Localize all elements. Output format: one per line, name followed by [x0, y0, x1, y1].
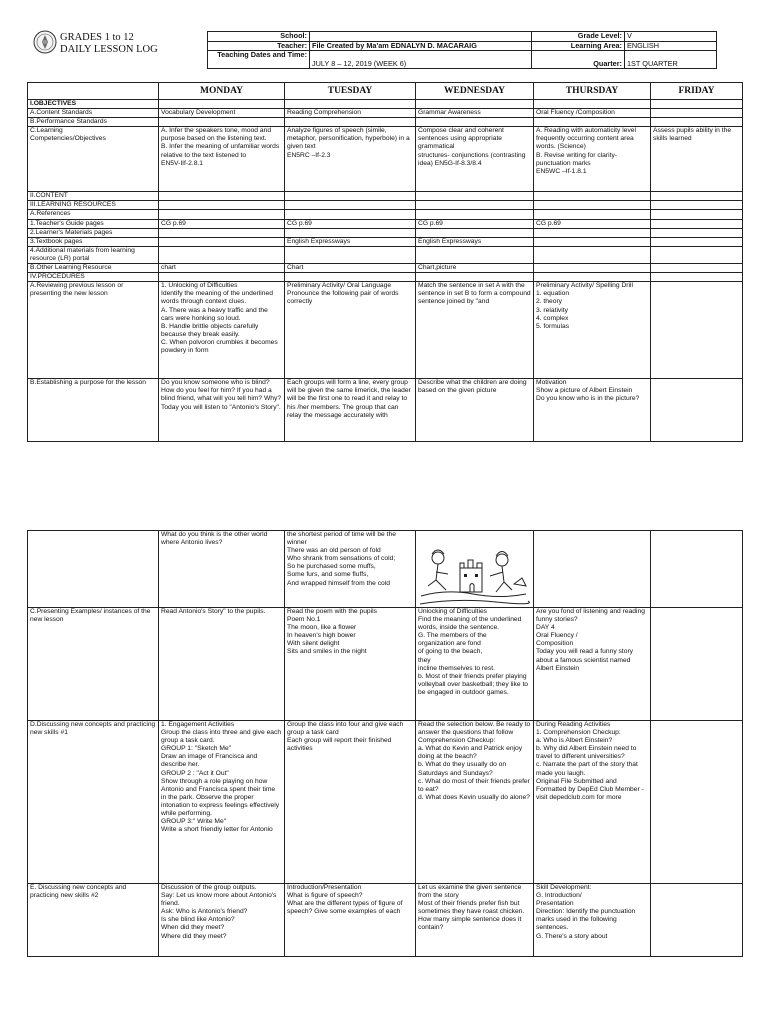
teacher-label: Teacher: — [208, 41, 310, 51]
corner-cell — [28, 83, 159, 100]
cell-thursday: Motivation Show a picture of Albert Einstein Do you know who is in the picture? — [534, 379, 651, 442]
page1-row — [28, 282, 743, 379]
cell-monday — [159, 201, 285, 210]
header-table — [207, 31, 717, 69]
cell-thursday — [534, 192, 651, 201]
page1-row — [28, 379, 743, 442]
cell-friday — [651, 210, 743, 219]
day-header-thursday: THURSDAY — [534, 83, 651, 100]
day-header-friday: FRIDAY — [651, 83, 743, 100]
cell-friday — [651, 273, 743, 282]
cell-monday — [159, 246, 285, 263]
lesson-table-page-2 — [27, 530, 743, 957]
cell-monday — [159, 210, 285, 219]
cell-wednesday — [416, 118, 534, 127]
row-label — [28, 531, 159, 608]
school-value — [310, 32, 532, 42]
row-label: A.Content Standards — [28, 109, 159, 118]
page1-row — [28, 264, 743, 273]
cell-tuesday: Preliminary Activity/ Oral Language Pronounce the following pair of words correctly — [285, 282, 416, 379]
cell-friday — [651, 109, 743, 118]
cell-thursday — [534, 118, 651, 127]
row-label: A.Reviewing previous lesson or presenting the new lesson — [28, 282, 159, 379]
cell-monday: 1. Engagement Activities Group the class into three and give each group a task card. GROUP 1: "Sketch Me" Draw an image of Francisca and describe her. GROUP 2 : "Act it Out" Show through a role playing on how Antonio and Francisca spent their time in the park. Observe the proper intonation to express feelings effectively while performing. GROUP 3:" Write Me" Write a short friendly letter for Antonio — [159, 721, 285, 884]
row-label: III.LEARNING RESOURCES — [28, 201, 159, 210]
cell-monday — [159, 228, 285, 237]
cell-monday: What do you think is the other world where Antonio lives? — [159, 531, 285, 608]
cell-thursday — [534, 210, 651, 219]
day-header-monday: MONDAY — [159, 83, 285, 100]
deped-seal-icon — [33, 30, 57, 54]
cell-wednesday — [416, 201, 534, 210]
cell-thursday: Oral Fluency /Composition — [534, 109, 651, 118]
cell-tuesday — [285, 118, 416, 127]
cell-monday: Vocabulary Development — [159, 109, 285, 118]
cell-friday — [651, 100, 743, 109]
cell-monday: CG p.69 — [159, 219, 285, 228]
cell-friday — [651, 118, 743, 127]
row-label: C.Presenting Examples/ instances of the new lesson — [28, 608, 159, 721]
children-building-sandcastle-illustration — [416, 534, 530, 610]
cell-wednesday — [416, 100, 534, 109]
page1-row — [28, 201, 743, 210]
cell-thursday — [534, 246, 651, 263]
cell-friday — [651, 282, 743, 379]
cell-thursday — [534, 531, 651, 608]
cell-wednesday — [416, 246, 534, 263]
page2-row — [28, 721, 743, 884]
cell-tuesday: Group the class into four and give each group a task card Each group will report their finished activities — [285, 721, 416, 884]
cell-friday — [651, 721, 743, 884]
cell-friday: Assess pupils ability in the skills learned — [651, 127, 743, 192]
cell-monday: A. Infer the speakers tone, mood and purpose based on the listening text. B. Infer the meaning of unfamiliar words relative to the text listened to EN5V-IIf-2.8.1 — [159, 127, 285, 192]
cell-friday — [651, 228, 743, 237]
teaching-dates-label: Teaching Dates and Time: — [208, 51, 310, 69]
page2-row — [28, 608, 743, 721]
cell-monday: Read Antonio's Story" to the pupils. — [159, 608, 285, 721]
row-label: 1.Teacher's Guide pages — [28, 219, 159, 228]
page1-row — [28, 192, 743, 201]
cell-wednesday: Chart,picture — [416, 264, 534, 273]
row-label: 4.Additional materials from learning resource (LR) portal — [28, 246, 159, 263]
cell-tuesday: Each groups will form a line, every group will be given the same limerick, the leader will be the first one to read it and relay to his /her members. The group that can relay the message accurately with — [285, 379, 416, 442]
day-header-wednesday: WEDNESDAY — [416, 83, 534, 100]
cell-thursday: Preliminary Activity/ Spelling Drill 1. equation 2. theory 3. relativity 4. complex 5. formulas — [534, 282, 651, 379]
cell-thursday: Are you fond of listening and reading funny stories? DAY 4 Oral Fluency / Composition Today you will read a funny story about a famous scientist named Albert Einstein — [534, 608, 651, 721]
cell-wednesday: Grammar Awareness — [416, 109, 534, 118]
cell-monday: 1. Unlocking of Difficulties Identify the meaning of the underlined words through context clues. A. There was a heavy traffic and the cars were honking so loud. B. Handle brittle objects carefully because they break easily. C. When polvoron crumbles it becomes powdery in form — [159, 282, 285, 379]
cell-thursday — [534, 228, 651, 237]
page1-row — [28, 237, 743, 246]
page1-row — [28, 109, 743, 118]
cell-wednesday: Unlocking of Difficulties Find the meaning of the underlined words, inside the sentence. G. The members of the organization are fond of going to the beach, they incline themselves to rest. b. Most of their friends prefer playing volleyball over basketball; they like to be engaged in outdoor games. — [416, 608, 534, 721]
cell-monday — [159, 192, 285, 201]
cell-tuesday — [285, 100, 416, 109]
cell-thursday: Skill Development: G. Introduction/ Presentation Direction: Identify the punctuation marks used in the following sentences. G. There's a story about — [534, 884, 651, 957]
cell-thursday — [534, 264, 651, 273]
cell-tuesday — [285, 273, 416, 282]
page1-row — [28, 246, 743, 263]
cell-thursday: During Reading Activities 1. Comprehension Checkup: a. Who is Albert Einstein? b. Why did Albert Einstein need to travel to different universities? c. Narrate the part of the story that made you laugh. Original File Submitted and Formatted by DepEd Club Member - visit depedclub.com for more — [534, 721, 651, 884]
grade-level-value: V — [625, 32, 717, 42]
cell-monday — [159, 237, 285, 246]
page1-row — [28, 118, 743, 127]
cell-tuesday: English Expressways — [285, 237, 416, 246]
row-label: D.Discussing new concepts and practicing new skills #1 — [28, 721, 159, 884]
cell-friday — [651, 884, 743, 957]
cell-wednesday — [416, 210, 534, 219]
cell-thursday: CG p.69 — [534, 219, 651, 228]
cell-tuesday: Reading Comprehension — [285, 109, 416, 118]
grade-level-label: Grade Level: — [532, 32, 625, 42]
page1-row — [28, 127, 743, 192]
cell-wednesday — [416, 228, 534, 237]
cell-wednesday: CG p.69 — [416, 219, 534, 228]
learning-area-label: Learning Area: — [532, 41, 625, 51]
cell-wednesday: Let us examine the given sentence from the story Most of their friends prefer fish but sometimes they have roast chicken. How many simple sentence does it contain? — [416, 884, 534, 957]
cell-wednesday: Describe what the children are doing based on the given picture — [416, 379, 534, 442]
teacher-value: File Created by Ma'am EDNALYN D. MACARAIG — [310, 41, 532, 51]
row-label: A.References — [28, 210, 159, 219]
cell-monday — [159, 100, 285, 109]
cell-friday — [651, 201, 743, 210]
page1-row — [28, 228, 743, 237]
cell-monday — [159, 118, 285, 127]
cell-friday — [651, 192, 743, 201]
cell-wednesday — [416, 192, 534, 201]
cell-tuesday: Analyze figures of speech (simile, metaphor, personification, hyperbole) in a given text EN5RC –If-2.3 — [285, 127, 416, 192]
cell-friday — [651, 237, 743, 246]
cell-thursday: A. Reading with automaticity level frequently occurring content area words. (Science) B. Revise writing for clarity- punctuation marks EN5WC –If-1.8.1 — [534, 127, 651, 192]
page1-row — [28, 219, 743, 228]
page1-row — [28, 273, 743, 282]
page2-row — [28, 884, 743, 957]
cell-tuesday: the shortest period of time will be the winner There was an old person of fold Who shrank from sensations of cold; So he purchased some muffs, Some furs, and some fluffs, And wrapped himself from the cold — [285, 531, 416, 608]
page1-row — [28, 100, 743, 109]
cell-wednesday — [416, 273, 534, 282]
row-label: B.Other Learning Resource — [28, 264, 159, 273]
title-line-1: GRADES 1 to 12 — [60, 32, 134, 43]
cell-tuesday — [285, 201, 416, 210]
row-label: B.Performance Standards — [28, 118, 159, 127]
school-label: School: — [208, 32, 310, 42]
day-header-tuesday: TUESDAY — [285, 83, 416, 100]
cell-tuesday — [285, 210, 416, 219]
cell-thursday — [534, 273, 651, 282]
document-title — [60, 32, 158, 55]
row-label: C.Learning Competencies/Objectives — [28, 127, 159, 192]
cell-thursday — [534, 237, 651, 246]
cell-monday: Discussion of the group outputs. Say: Let us know more about Antonio's friend. Ask: Who is Antonio's friend? Is she blind like Antonio? When did they meet? Where did they meet? — [159, 884, 285, 957]
cell-friday — [651, 246, 743, 263]
learning-area-value: ENGLISH — [625, 41, 717, 51]
cell-friday — [651, 531, 743, 608]
cell-friday — [651, 219, 743, 228]
row-label: 2.Learner's Materials pages — [28, 228, 159, 237]
title-line-2: DAILY LESSON LOG — [60, 43, 158, 55]
cell-friday — [651, 379, 743, 442]
cell-monday: Do you know someone who is blind? How do you feel for him? If you had a blind friend, what will you tell him? Why? Today you will listen to "Antonio's Story". — [159, 379, 285, 442]
cell-friday — [651, 608, 743, 721]
row-label: IV.PROCEDURES — [28, 273, 159, 282]
cell-monday: chart — [159, 264, 285, 273]
row-label: 3.Textbook pages — [28, 237, 159, 246]
teaching-dates-value: JULY 8 – 12, 2019 (WEEK 6) — [310, 51, 532, 69]
cell-thursday — [534, 201, 651, 210]
quarter-label: Quarter: — [532, 51, 625, 69]
lesson-table-page-1 — [27, 82, 743, 442]
cell-thursday — [534, 100, 651, 109]
cell-tuesday: Introduction/Presentation What is figure of speech? What are the different types of figure of speech? Give some examples of each — [285, 884, 416, 957]
cell-tuesday — [285, 246, 416, 263]
cell-tuesday — [285, 192, 416, 201]
row-label: I.OBJECTIVES — [28, 100, 159, 109]
cell-tuesday — [285, 228, 416, 237]
row-label: E. Discussing new concepts and practicing new skills #2 — [28, 884, 159, 957]
row-label: B.Establishing a purpose for the lesson — [28, 379, 159, 442]
cell-wednesday: Read the selection below. Be ready to answer the questions that follow Comprehension Checkup: a. What do Kevin and Patrick enjoy doing at the beach? b. What do they usually do on Saturdays and Sundays? c. What do most of their friends prefer to eat? d. What does Kevin usually do alone? — [416, 721, 534, 884]
cell-friday — [651, 264, 743, 273]
cell-tuesday: Chart — [285, 264, 416, 273]
row-label: II.CONTENT — [28, 192, 159, 201]
page2-row — [28, 531, 743, 608]
cell-monday — [159, 273, 285, 282]
cell-wednesday: English Expressways — [416, 237, 534, 246]
page1-row — [28, 210, 743, 219]
cell-wednesday: Compose clear and coherent sentences using appropriate grammatical structures- conjunctions (contrasting idea) EN5G-If-8.3/8.4 — [416, 127, 534, 192]
quarter-value: 1ST QUARTER — [625, 51, 717, 69]
cell-tuesday: CG p.69 — [285, 219, 416, 228]
cell-tuesday: Read the poem with the pupils Poem No.1 The moon, like a flower In heaven's high bower With silent delight Sits and smiles in the night — [285, 608, 416, 721]
cell-wednesday: Match the sentence in set A with the sentence in set B to form a compound sentence joined by "and — [416, 282, 534, 379]
